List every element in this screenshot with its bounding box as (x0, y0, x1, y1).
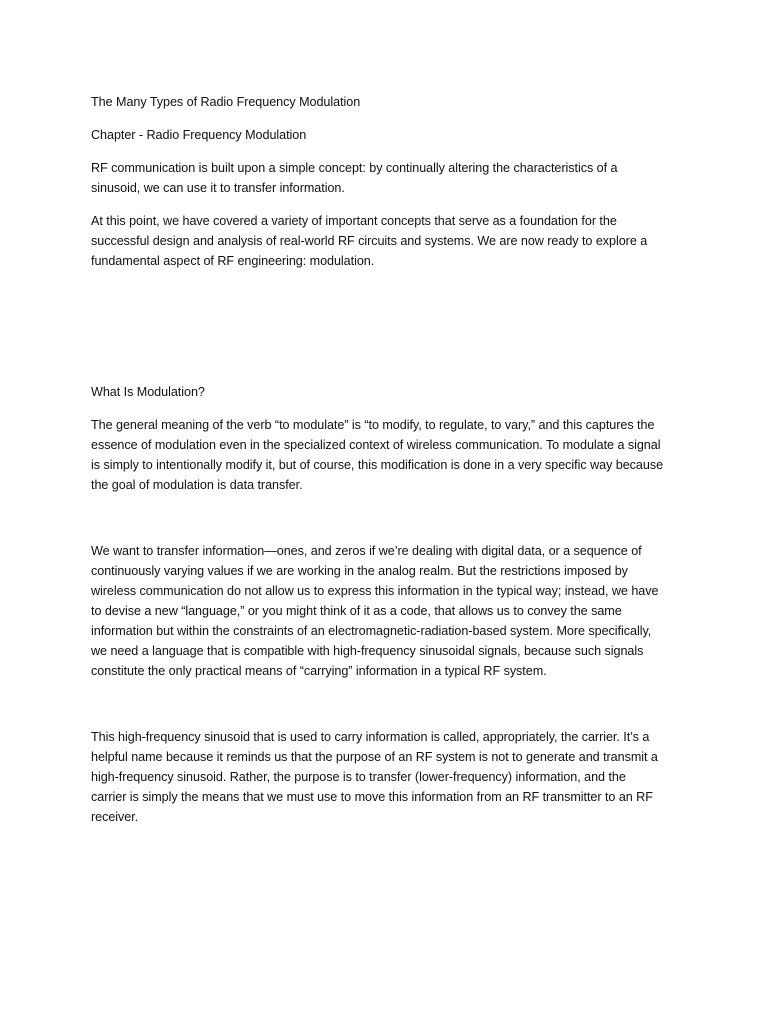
paragraph-line: helpful name because it reminds us that the purpose of an RF system is not to generate and transmit a (91, 750, 658, 764)
paragraph-transfer (91, 541, 686, 681)
paragraph-carrier (91, 727, 686, 827)
paragraph-line: essence of modulation even in the specialized context of wireless communication. To modulate a signal (91, 438, 661, 452)
section-heading (91, 382, 686, 402)
paragraph-line: information but within the constraints of an electromagnetic-radiation-based system. More specifically, (91, 624, 652, 638)
paragraph-line: to devise a new “language,” or you might think of it as a code, that allows us to convey the same (91, 604, 622, 618)
paragraph-line: successful design and analysis of real-world RF circuits and systems. We are now ready to explore a (91, 234, 648, 248)
paragraph-line: the goal of modulation is data transfer. (91, 478, 303, 492)
paragraph-line: sinusoid, we can use it to transfer information. (91, 181, 345, 195)
paragraph-line: fundamental aspect of RF engineering: modulation. (91, 254, 375, 268)
paragraph-line: high-frequency sinusoid. Rather, the purpose is to transfer (lower-frequency) information, and the (91, 770, 626, 784)
paragraph-line: We want to transfer information—ones, and zeros if we’re dealing with digital data, or a sequence of (91, 544, 642, 558)
paragraph-line: receiver. (91, 810, 139, 824)
paragraph-line: is simply to intentionally modify it, but of course, this modification is done in a very specific way because (91, 458, 664, 472)
paragraph-line: At this point, we have covered a variety of important concepts that serve as a foundation for the (91, 214, 617, 228)
paragraph-line: we need a language that is compatible with high-frequency sinusoidal signals, because such signals (91, 644, 644, 658)
paragraph-intro (91, 158, 686, 198)
document-title-text: The Many Types of Radio Frequency Modulation (91, 95, 361, 109)
paragraph-line: continuously varying values if we are working in the analog realm. But the restrictions imposed by (91, 564, 628, 578)
paragraph-line: carrier is simply the means that we must use to move this information from an RF transmitter to an RF (91, 790, 653, 804)
paragraph-line: RF communication is built upon a simple concept: by continually altering the characteristics of a (91, 161, 618, 175)
chapter-title-text: Chapter - Radio Frequency Modulation (91, 128, 307, 142)
document-title (91, 92, 686, 112)
paragraph-line: The general meaning of the verb “to modulate” is “to modify, to regulate, to vary,” and this captures the (91, 418, 655, 432)
paragraph-line: This high-frequency sinusoid that is used to carry information is called, appropriately, the carrier. It’s a (91, 730, 650, 744)
section-heading-text: What Is Modulation? (91, 385, 205, 399)
paragraph-meaning (91, 415, 686, 495)
chapter-title (91, 125, 686, 145)
paragraph-foundation (91, 211, 686, 271)
paragraph-line: wireless communication do not allow us to express this information in the typical way; instead, we have (91, 584, 659, 598)
paragraph-line: constitute the only practical means of “carrying” information in a typical RF system. (91, 664, 547, 678)
